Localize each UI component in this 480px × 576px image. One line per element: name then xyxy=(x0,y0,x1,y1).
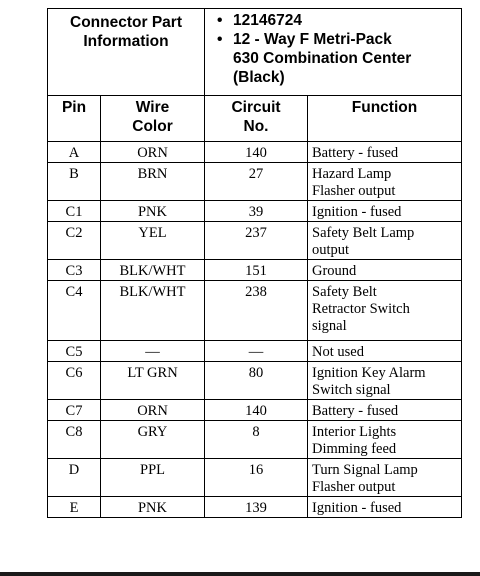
function-cell xyxy=(308,142,462,163)
function-cell xyxy=(308,421,462,459)
wire-color-cell: GRY xyxy=(101,421,205,459)
function-cell xyxy=(308,281,462,341)
table-row xyxy=(48,459,462,497)
function-text-line: Ignition - fused xyxy=(312,204,402,220)
wire-color-cell: ORN xyxy=(101,400,205,421)
function-text-line: Not used xyxy=(312,344,364,360)
wire-color-cell: ORN xyxy=(101,142,205,163)
connector-part-label xyxy=(48,9,205,96)
function-cell xyxy=(308,260,462,281)
function-cell xyxy=(308,362,462,400)
function-text-line: Turn Signal Lamp xyxy=(312,462,418,478)
circuit-number-cell: 140 xyxy=(205,142,308,163)
pin-cell: C6 xyxy=(48,362,101,400)
connector-info-row xyxy=(48,9,462,96)
pin-cell: C7 xyxy=(48,400,101,421)
table-row xyxy=(48,163,462,201)
pin-cell: C3 xyxy=(48,260,101,281)
function-text-line: Ground xyxy=(312,263,357,279)
column-header-circuit-no xyxy=(205,96,308,142)
function-text-line: Hazard Lamp xyxy=(312,166,392,182)
pin-cell: C2 xyxy=(48,222,101,260)
pin-cell: B xyxy=(48,163,101,201)
pin-cell: C4 xyxy=(48,281,101,341)
circuit-number-cell: 27 xyxy=(205,163,308,201)
function-cell xyxy=(308,341,462,362)
column-header-pin xyxy=(48,96,101,142)
circuit-number-cell: 16 xyxy=(205,459,308,497)
wire-color-cell: YEL xyxy=(101,222,205,260)
column-header-text: Function xyxy=(351,99,418,116)
table-row xyxy=(48,201,462,222)
function-text-line: Safety Belt xyxy=(312,284,377,300)
function-cell xyxy=(308,201,462,222)
function-cell xyxy=(308,222,462,260)
function-cell xyxy=(308,459,462,497)
connector-description-line: (Black) xyxy=(233,69,285,86)
connector-description-item xyxy=(217,30,461,49)
wire-color-cell: LT GRN xyxy=(101,362,205,400)
function-text-line: Retractor Switch xyxy=(312,301,410,317)
part-number-item xyxy=(217,11,461,30)
circuit-number-cell: 237 xyxy=(205,222,308,260)
wire-color-cell: BLK/WHT xyxy=(101,260,205,281)
wire-color-cell: PNK xyxy=(101,497,205,518)
function-cell xyxy=(308,400,462,421)
circuit-number-cell: 8 xyxy=(205,421,308,459)
function-text-line: Ignition Key Alarm xyxy=(312,365,426,381)
pin-cell: A xyxy=(48,142,101,163)
column-header-wire-color xyxy=(101,96,205,142)
table-row xyxy=(48,421,462,459)
circuit-number-cell: 139 xyxy=(205,497,308,518)
column-header-function xyxy=(308,96,462,142)
table-row xyxy=(48,260,462,281)
column-header-text: No. xyxy=(243,118,269,135)
wire-color-cell: PNK xyxy=(101,201,205,222)
wire-color-cell: — xyxy=(101,341,205,362)
bullet-icon: • xyxy=(217,31,223,48)
function-text-line: Flasher output xyxy=(312,479,396,495)
function-text-line: Interior Lights xyxy=(312,424,397,440)
connector-part-label-line: Connector Part xyxy=(70,14,182,31)
function-text-line: signal xyxy=(312,318,347,334)
scan-edge-shadow xyxy=(0,572,480,576)
table-row xyxy=(48,142,462,163)
connector-description-line: 12 - Way F Metri-Pack xyxy=(233,31,392,48)
table-row xyxy=(48,497,462,518)
table-row xyxy=(48,362,462,400)
column-header-text: Wire xyxy=(135,99,170,116)
table-row xyxy=(48,400,462,421)
pin-cell: C5 xyxy=(48,341,101,362)
function-text-line: Safety Belt Lamp xyxy=(312,225,415,241)
table-row xyxy=(48,281,462,341)
column-header-text: Color xyxy=(132,118,173,135)
function-text-line: Battery - fused xyxy=(312,403,399,419)
function-text-line: output xyxy=(312,242,350,258)
part-number: 12146724 xyxy=(233,12,302,29)
connector-part-info xyxy=(205,9,462,96)
table-row xyxy=(48,341,462,362)
function-cell xyxy=(308,163,462,201)
wire-color-cell: PPL xyxy=(101,459,205,497)
connector-part-label-line: Information xyxy=(83,33,169,50)
function-text-line: Ignition - fused xyxy=(312,500,402,516)
column-header-text: Pin xyxy=(61,99,87,116)
pin-cell: C1 xyxy=(48,201,101,222)
circuit-number-cell: 151 xyxy=(205,260,308,281)
wire-color-cell: BLK/WHT xyxy=(101,281,205,341)
connector-description-line: 630 Combination Center xyxy=(233,50,412,67)
column-header-text: Circuit xyxy=(231,99,281,116)
pin-cell: E xyxy=(48,497,101,518)
circuit-number-cell: 140 xyxy=(205,400,308,421)
circuit-number-cell: 238 xyxy=(205,281,308,341)
function-text-line: Switch signal xyxy=(312,382,391,398)
pin-cell: D xyxy=(48,459,101,497)
pin-cell: C8 xyxy=(48,421,101,459)
table-row xyxy=(48,222,462,260)
function-text-line: Dimming feed xyxy=(312,441,397,457)
wire-color-cell: BRN xyxy=(101,163,205,201)
circuit-number-cell: 39 xyxy=(205,201,308,222)
circuit-number-cell: — xyxy=(205,341,308,362)
column-header-row xyxy=(48,96,462,142)
connector-table xyxy=(47,8,462,518)
circuit-number-cell: 80 xyxy=(205,362,308,400)
function-text-line: Battery - fused xyxy=(312,145,399,161)
function-text-line: Flasher output xyxy=(312,183,396,199)
function-cell xyxy=(308,497,462,518)
bullet-icon: • xyxy=(217,12,223,29)
